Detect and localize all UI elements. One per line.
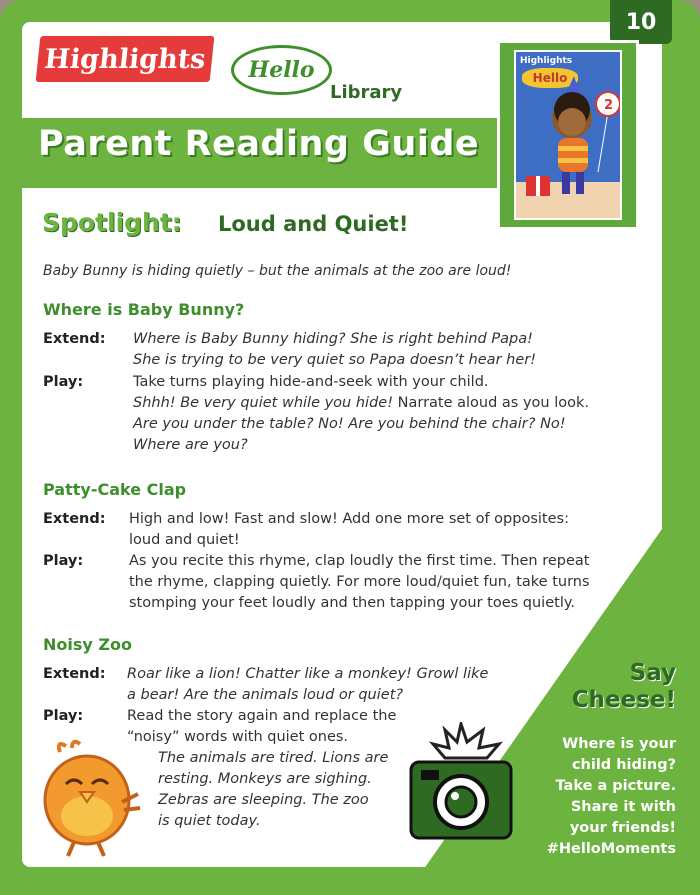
section-heading: Patty-Cake Clap (43, 480, 187, 499)
hello-logo: Hello (231, 45, 332, 95)
play-text: Read the story again and replace the “noisy” words with quiet ones. (127, 708, 397, 745)
intro-text: Baby Bunny is hiding quietly – but the animals at the zoo are loud! (43, 263, 512, 279)
play-text: Take turns playing hide-and-seek with your child. (133, 374, 489, 390)
cover-hello-logo: Hello (522, 68, 578, 88)
play-text-2: Narrate aloud as you look. (393, 395, 589, 411)
section-heading: Where is Baby Bunny? (43, 300, 245, 319)
play-label: Play: (43, 374, 84, 390)
play-italic-2: Are you under the table? No! Are you behind the chair? No! Where are you? (133, 416, 566, 453)
book-cover-art (514, 50, 622, 220)
play-label: Play: (43, 708, 84, 724)
page-title: Parent Reading Guide (38, 124, 480, 164)
extend-text: High and low! Fast and slow! Add one more set of opposites: loud and quiet! (129, 511, 569, 548)
cover-highlights-logo: Highlights (520, 56, 573, 66)
highlights-logo: Highlights (36, 36, 215, 82)
spotlight-label: Spotlight: (42, 208, 182, 237)
play-italic: Shhh! Be very quiet while you hide! (133, 395, 394, 411)
spotlight-title: Loud and Quiet! (218, 212, 409, 236)
extend-text: Where is Baby Bunny hiding? She is right behind Papa! She is trying to be very quiet so Papa doesn’t hear her! (133, 331, 537, 368)
extend-label: Extend: (43, 511, 106, 527)
bird-illustration (32, 738, 142, 860)
extend-label: Extend: (43, 331, 106, 347)
extend-text: Roar like a lion! Chatter like a monkey! Growl like a bear! Are the animals loud or quiet? (127, 666, 489, 703)
call-to-action: Where is your child hiding? Take a picture. Share it with your friends! #HelloMoments (546, 736, 676, 857)
cover-balloon-number: 2 (604, 98, 614, 113)
play-text: As you recite this rhyme, clap loudly the first time. Then repeat the rhyme, clapping quietly. For more loud/quiet fun, take turns stomping your feet loudly and then tapping your toes quietly. (129, 553, 590, 611)
play-label: Play: (43, 553, 84, 569)
play-text-mixed (133, 393, 589, 414)
library-label: Library (330, 82, 403, 103)
extend-label: Extend: (43, 666, 106, 682)
child-illustration (516, 52, 620, 218)
section-heading: Noisy Zoo (43, 635, 132, 654)
play-italic: The animals are tired. Lions are resting. Monkeys are sighing. Zebras are sleeping. The zoo is quiet today. (158, 750, 389, 829)
page-number: 10 (610, 0, 672, 44)
say-cheese-heading: Say Cheese! (571, 660, 676, 713)
book-cover (497, 40, 639, 230)
